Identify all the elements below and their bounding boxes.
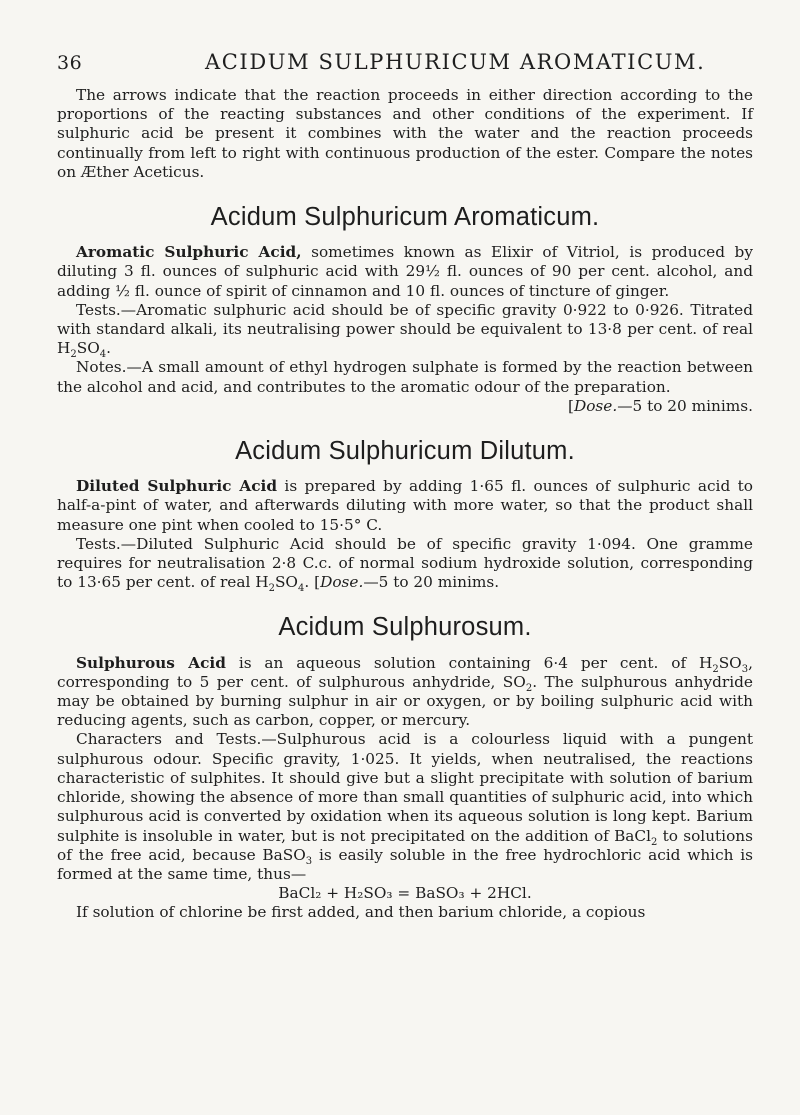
formula-subscript: 2 (712, 663, 719, 675)
aromaticum-lead: Aromatic Sulphuric Acid, (76, 243, 302, 262)
dose-text: —5 to 20 minims. (617, 396, 753, 415)
aromaticum-description-text: sometimes known as Elixir of Vitriol, is produced by diluting 3 fl. ounces of sulphuric acid with 29½ fl. ounces of 90 per cent. alcohol, and adding ½ fl. ounce of spirit of cinnamon and 10 fl. ounces of tincture of ginger. (57, 243, 753, 300)
sulphurosum-characters (57, 730, 753, 884)
sulphurosum-text-d: . The sulphurous anhydride may be obtained by burning sulphur in air or oxygen, or by boiling sulphuric acid with reducing agents, such as carbon, copper, or mercury. (57, 672, 753, 730)
sulphurosum-text-c: , corresponding to 5 per cent. of sulphurous anhydride, SO (57, 653, 753, 691)
dose-text: —5 to 20 minims. (363, 573, 500, 592)
aromaticum-tests-label: Tests. (76, 300, 121, 319)
formula-subscript: 2 (525, 682, 533, 694)
intro-paragraph: The arrows indicate that the reaction proceeds in either direction according to the proportions of the reacting substances and other conditions of the experiment. If sulphuric acid be present it combines with the water and the reaction proceeds continually from left to right with continuous production of the ester. Compare the notes on Æther Aceticus. (57, 86, 753, 181)
page-number: 36 (57, 52, 83, 74)
aromaticum-tests-text: —Aromatic sulphuric acid should be of specific gravity 0·922 to 0·926. Titrated with standard alkali, its neutralising power should be equivalent to 13·8 per cent. of real H (57, 300, 753, 358)
dose-label: Dose. (320, 573, 364, 592)
page-header (0, 50, 800, 80)
aromaticum-description (57, 243, 753, 301)
dose-label: Dose. (573, 396, 618, 415)
formula-subscript: 2 (651, 836, 658, 848)
formula-part: SO (76, 339, 100, 358)
sulphurosum-text-b: SO (718, 653, 742, 672)
dose-bracket: [ (567, 396, 574, 415)
heading-dilutum: Acidum Sulphuricum Dilutum. (235, 437, 575, 466)
dilutum-description-text: is prepared by adding 1·65 fl. ounces of sulphuric acid to half-a-pint of water, and afterwards diluting with more water, so that the product shall measure one pint when cooled to 15·5° C. (57, 477, 753, 534)
chemical-equation: BaCl₂ + H₂SO₃ = BaSO₃ + 2HCl. (278, 884, 532, 903)
dilutum-lead: Diluted Sulphuric Acid (76, 477, 278, 496)
formula-subscript: 2 (70, 349, 77, 361)
characters-label: Characters and Tests. (76, 730, 262, 749)
formula-subscript: 4 (297, 583, 305, 595)
aromaticum-notes-text: —A small amount of ethyl hydrogen sulphate is formed by the reaction between the alcohol and acid, and contributes to the aromatic odour of the preparation. (57, 358, 753, 396)
heading-aromaticum: Acidum Sulphuricum Aromaticum. (210, 203, 600, 232)
sulphurosum-closing: If solution of chlorine be first added, and then barium chloride, a copious (76, 903, 646, 922)
aromaticum-notes-label: Notes. (76, 358, 127, 377)
heading-sulphurosum: Acidum Sulphurosum. (278, 613, 532, 642)
dilutum-tests-text: —Diluted Sulphuric Acid should be of specific gravity 1·094. One gramme requires for neutralisation 2·8 C.c. of normal sodium hydroxide solution, corresponding to 13·65 per cent. of real H (57, 534, 753, 592)
aromaticum-tests (57, 301, 753, 359)
formula-subscript: 2 (268, 583, 275, 595)
formula-end: . (304, 573, 310, 592)
formula-end: . (106, 339, 111, 358)
formula-subscript: 3 (305, 855, 313, 867)
running-title: ACIDUM SULPHURICUM AROMATICUM. (205, 50, 706, 74)
sulphurosum-text-a: is an aqueous solution containing 6·4 per cent. of H (238, 653, 713, 672)
sulphurosum-lead: Sulphurous Acid (76, 653, 226, 672)
dose-bracket: [ (314, 573, 321, 592)
dilutum-description (57, 477, 753, 535)
page-body (57, 86, 753, 923)
characters-text-a: —Sulphurous acid is a colourless liquid with a pungent sulphurous odour. Specific gravity, 1·025. It yields, when neutralised, the reactions characteristic of sulphites. It should give but a slight precipitate with solution of barium chloride, showing the absence of more than small quantities of sulphuric acid, into which sulphurous acid is converted by oxidation when its aqueous solution is long kept. Barium sulphite is insoluble in water, but is not precipitated on the addition of BaCl (57, 730, 753, 845)
characters-text-b: to solutions of the free acid, because BaSO (57, 826, 753, 864)
formula-subscript: 4 (99, 349, 107, 361)
aromaticum-dose (57, 397, 753, 416)
dilutum-tests-label: Tests. (76, 534, 121, 553)
characters-text-c: is easily soluble in the free hydrochloric acid which is formed at the same time, thus— (57, 845, 754, 883)
dilutum-tests (57, 535, 753, 593)
formula-subscript: 3 (741, 663, 749, 675)
formula-part: SO (274, 573, 298, 592)
aromaticum-notes (57, 358, 753, 396)
sulphurosum-description (57, 654, 753, 731)
